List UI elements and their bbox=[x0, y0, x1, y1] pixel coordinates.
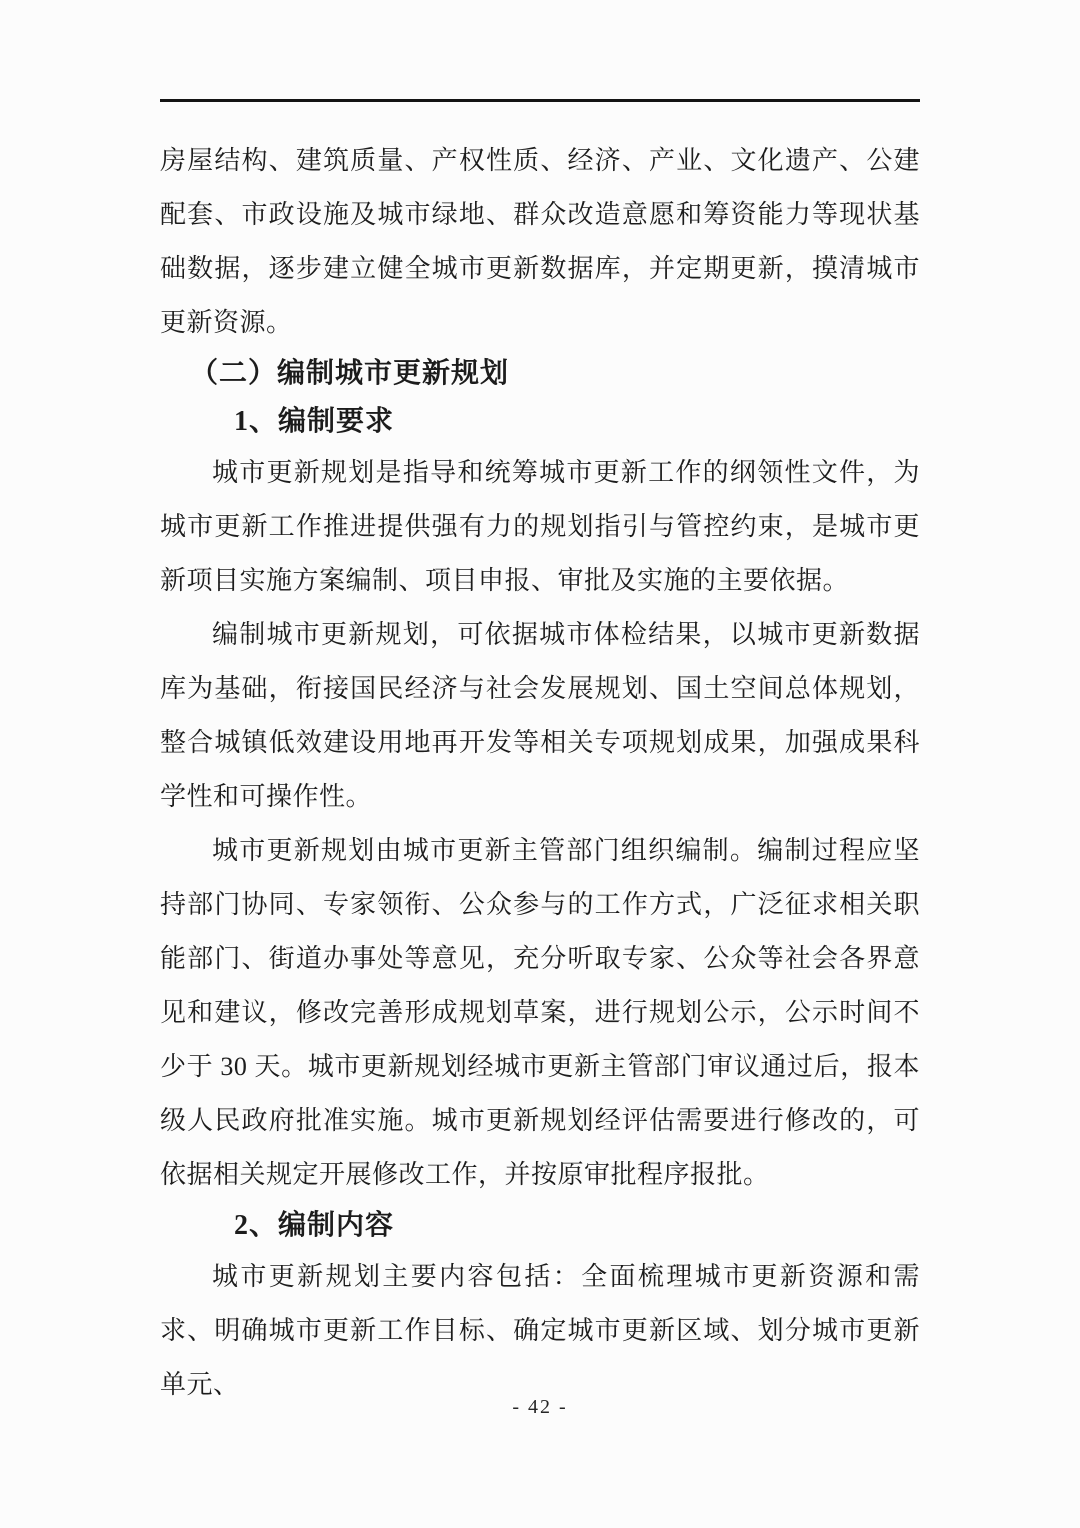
subsection-2-heading: 2、编制内容 bbox=[234, 1210, 395, 1241]
header-rule bbox=[160, 99, 920, 102]
page-number: - 42 - bbox=[512, 1396, 568, 1418]
subsection-1-paragraph-3: 城市更新规划由城市更新主管部门组织编制。编制过程应坚持部门协同、专家领衔、公众参与的工作方式，广泛征求相关职能部门、街道办事处等意见，充分听取专家、公众等社会各界意见和建议，修改完善形成规划草案，进行规划公示，公示时间不少于 30 天。城市更新规划经城市更新主管部门审议通过后，报本级人民政府批准实施。城市更新规划经评估需要进行修改的，可依据相关规定开展修改工作，并按原审批程序报批。 bbox=[160, 836, 920, 1189]
subsection-1-paragraph-2: 编制城市更新规划，可依据城市体检结果，以城市更新数据库为基础，衔接国民经济与社会发展规划、国土空间总体规划，整合城镇低效建设用地再开发等相关专项规划成果，加强成果科学性和可操作性。 bbox=[160, 620, 920, 811]
subsection-2-paragraph-1: 城市更新规划主要内容包括：全面梳理城市更新资源和需求、明确城市更新工作目标、确定城市更新区域、划分城市更新单元、 bbox=[160, 1262, 920, 1399]
subsection-1-heading: 1、编制要求 bbox=[234, 406, 395, 437]
continuation-paragraph: 房屋结构、建筑质量、产权性质、经济、产业、文化遗产、公建配套、市政设施及城市绿地、群众改造意愿和筹资能力等现状基础数据，逐步建立健全城市更新数据库，并定期更新，摸清城市更新资源。 bbox=[160, 146, 920, 337]
subsection-1-paragraph-1: 城市更新规划是指导和统筹城市更新工作的纲领性文件，为城市更新工作推进提供强有力的规划指引与管控约束，是城市更新项目实施方案编制、项目申报、审批及实施的主要依据。 bbox=[160, 458, 920, 595]
document-content bbox=[160, 134, 920, 1412]
section-heading: （二）编制城市更新规划 bbox=[190, 358, 510, 389]
